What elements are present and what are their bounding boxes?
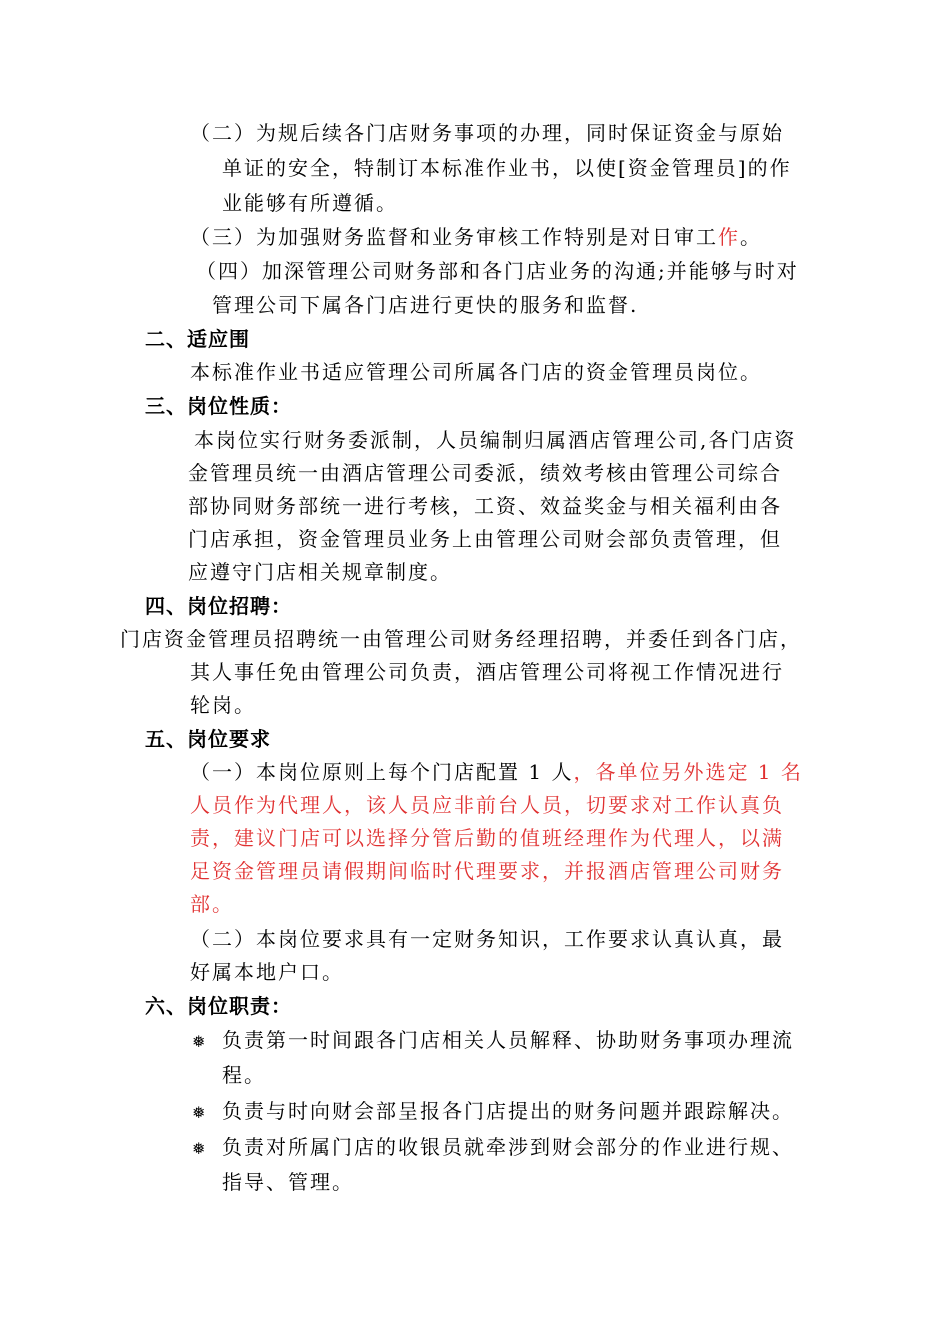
section-require-item-2-line-2: 好属本地户口。 (190, 960, 344, 984)
duty-item-1-text: 负责第一时间跟各门店相关人员解释、协助财务事项办理流 (222, 1028, 794, 1052)
snowflake-bullet-icon: ❅ (192, 1103, 208, 1122)
section-nature-line-3: 部协同财务部统一进行考核，工资、效益奖金与相关福利由各 (188, 494, 782, 518)
duty-item-2 (192, 1096, 794, 1126)
intro-item-4-line-1: （四）加深管理公司财务部和各门店业务的沟通;并能够与时对 (196, 259, 799, 283)
intro-item-3 (190, 222, 762, 252)
section-nature-heading: 三、岗位性质： (145, 394, 292, 418)
intro-item-3-highlight: 作 (718, 225, 740, 249)
section-recruit-heading: 四、岗位招聘： (145, 594, 292, 618)
section-duties-heading: 六、岗位职责： (145, 994, 292, 1018)
duty-item-2-text: 负责与时向财会部呈报各门店提出的财务问题并跟踪解决。 (222, 1099, 794, 1123)
section-nature-line-2: 金管理员统一由酒店管理公司委派，绩效考核由管理公司综合 (188, 461, 782, 485)
section-require-heading: 五、岗位要求 (145, 727, 271, 751)
snowflake-bullet-icon: ❅ (192, 1032, 208, 1051)
duty-item-3-line-2: 指导、管理。 (222, 1170, 354, 1194)
duty-item-1-line-1 (192, 1025, 794, 1055)
intro-item-2-line-3: 业能够有所遵循。 (222, 191, 398, 215)
section-nature-line-1: 本岗位实行财务委派制，人员编制归属酒店管理公司,各门店资 (194, 428, 797, 452)
require-item-1-highlight: ，各单位另外选定 1 名 (573, 760, 803, 784)
snowflake-bullet-icon: ❅ (192, 1139, 208, 1158)
section-nature-line-5: 应遵守门店相关规章制度。 (188, 560, 452, 584)
section-require-item-1-line-5: 部。 (190, 892, 234, 916)
intro-item-2-line-2: 单证的安全，特制订本标准作业书，以使[资金管理员]的作 (222, 156, 792, 180)
section-recruit-line-1: 门店资金管理员招聘统一由管理公司财务经理招聘，并委任到各门店， (120, 627, 802, 651)
require-item-1-text: （一）本岗位原则上每个门店配置 1 人 (190, 760, 574, 784)
section-require-item-1-line-1 (190, 757, 803, 787)
intro-item-2-line-1: （二）为规后续各门店财务事项的办理，同时保证资金与原始 (190, 121, 784, 145)
section-nature-line-4: 门店承担，资金管理员业务上由管理公司财会部负责管理，但 (188, 527, 782, 551)
section-recruit-line-3: 轮岗。 (190, 693, 256, 717)
intro-item-3-text: （三）为加强财务监督和业务审核工作特别是对日审工 (190, 225, 718, 249)
duty-item-1-line-2: 程。 (222, 1063, 266, 1087)
section-require-item-2-line-1: （二）本岗位要求具有一定财务知识，工作要求认真认真，最 (190, 927, 784, 951)
intro-item-4-line-2: 管理公司下属各门店进行更快的服务和监督. (212, 293, 639, 317)
section-scope-body: 本标准作业书适应管理公司所属各门店的资金管理员岗位。 (190, 360, 762, 384)
section-require-item-1-line-3: 责，建议门店可以选择分管后勤的值班经理作为代理人，以满 (190, 826, 784, 850)
section-recruit-line-2: 其人事任免由管理公司负责，酒店管理公司将视工作情况进行 (190, 660, 784, 684)
duty-item-3-line-1 (192, 1132, 794, 1162)
intro-item-3-end: 。 (740, 225, 762, 249)
section-require-item-1-line-2: 人员作为代理人，该人员应非前台人员，切要求对工作认真负 (190, 793, 784, 817)
duty-item-3-text: 负责对所属门店的收银员就牵涉到财会部分的作业进行规、 (222, 1135, 794, 1159)
section-scope-heading: 二、适应围 (145, 327, 250, 351)
section-require-item-1-line-4: 足资金管理员请假期间临时代理要求，并报酒店管理公司财务 (190, 859, 784, 883)
